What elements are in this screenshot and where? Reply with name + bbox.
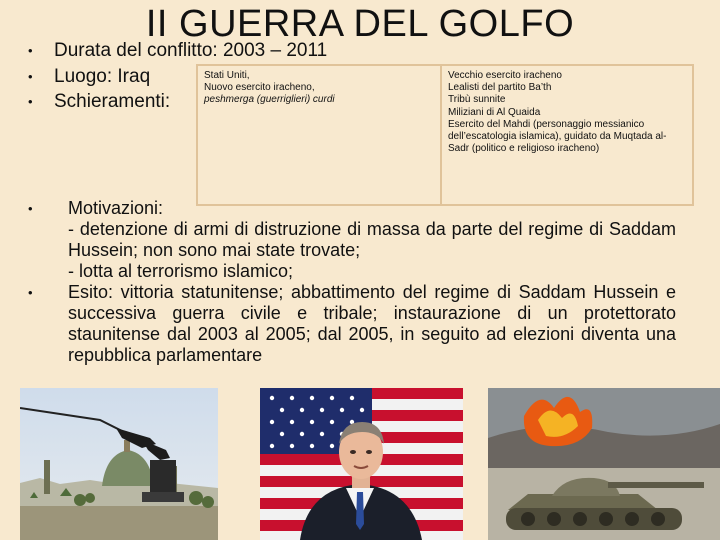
coalition-cell bbox=[198, 66, 442, 204]
motivations-section bbox=[28, 198, 676, 366]
opposition-line: Miliziani di Al Quaida bbox=[448, 106, 541, 118]
opposition-line: Lealisti del partito Ba’th bbox=[448, 82, 552, 94]
speaker-photo bbox=[260, 388, 463, 540]
coalition-line: Nuovo esercito iracheno, bbox=[204, 82, 315, 94]
opposition-cell bbox=[442, 66, 692, 204]
bullet-icon: • bbox=[28, 69, 33, 84]
statue-photo bbox=[20, 388, 218, 540]
opposition-line: Tribù sunnite bbox=[448, 94, 506, 106]
coalition-line: Stati Uniti, bbox=[204, 70, 250, 81]
bullet-icon: • bbox=[28, 285, 33, 300]
bullet-icon: • bbox=[28, 94, 33, 109]
bullet-text: Schieramenti: bbox=[54, 91, 171, 112]
bullet-icon: • bbox=[28, 201, 33, 216]
bullet-motivazioni bbox=[28, 198, 676, 282]
slide-title: II GUERRA DEL GOLFO bbox=[145, 3, 575, 45]
opposition-line: Esercito del Mahdi (personaggio messianico dell’escatologia islamica), guidato da Muqtada al-Sadr (politico e religioso iracheno) bbox=[448, 118, 667, 155]
motivazioni-label: Motivazioni: bbox=[68, 198, 164, 218]
bullet-text: Durata del conflitto: 2003 – 2011 bbox=[54, 40, 328, 61]
tank-photo bbox=[488, 388, 720, 540]
bullet-text: Luogo: Iraq bbox=[54, 66, 151, 87]
bullet-schieramenti bbox=[28, 91, 170, 113]
factions-table bbox=[196, 64, 694, 206]
coalition-line bbox=[204, 94, 434, 106]
bullet-durata bbox=[28, 40, 327, 62]
bullet-luogo bbox=[28, 66, 150, 88]
peshmerga-text: peshmerga (guerriglieri) curdi bbox=[204, 94, 335, 106]
bullet-icon: • bbox=[28, 43, 33, 58]
motivazioni-reason-2: - lotta al terrorismo islamico; bbox=[68, 261, 294, 281]
opposition-line: Vecchio esercito iracheno bbox=[448, 70, 562, 81]
esito-text: Esito: vittoria statunitense; abbattimento del regime di Saddam Hussein e successiva guerra civile e tribale; instaurazione di un protettorato staunitense dal 2003 al 2005; dal 2005, in seguito ad elezioni diventa una repubblica parlamentare bbox=[68, 282, 676, 365]
motivazioni-reason-1: - detenzione di armi di distruzione di massa da parte del regime di Saddam Hussein; non sono mai state trovate; bbox=[68, 219, 676, 260]
bullet-esito bbox=[28, 282, 676, 366]
